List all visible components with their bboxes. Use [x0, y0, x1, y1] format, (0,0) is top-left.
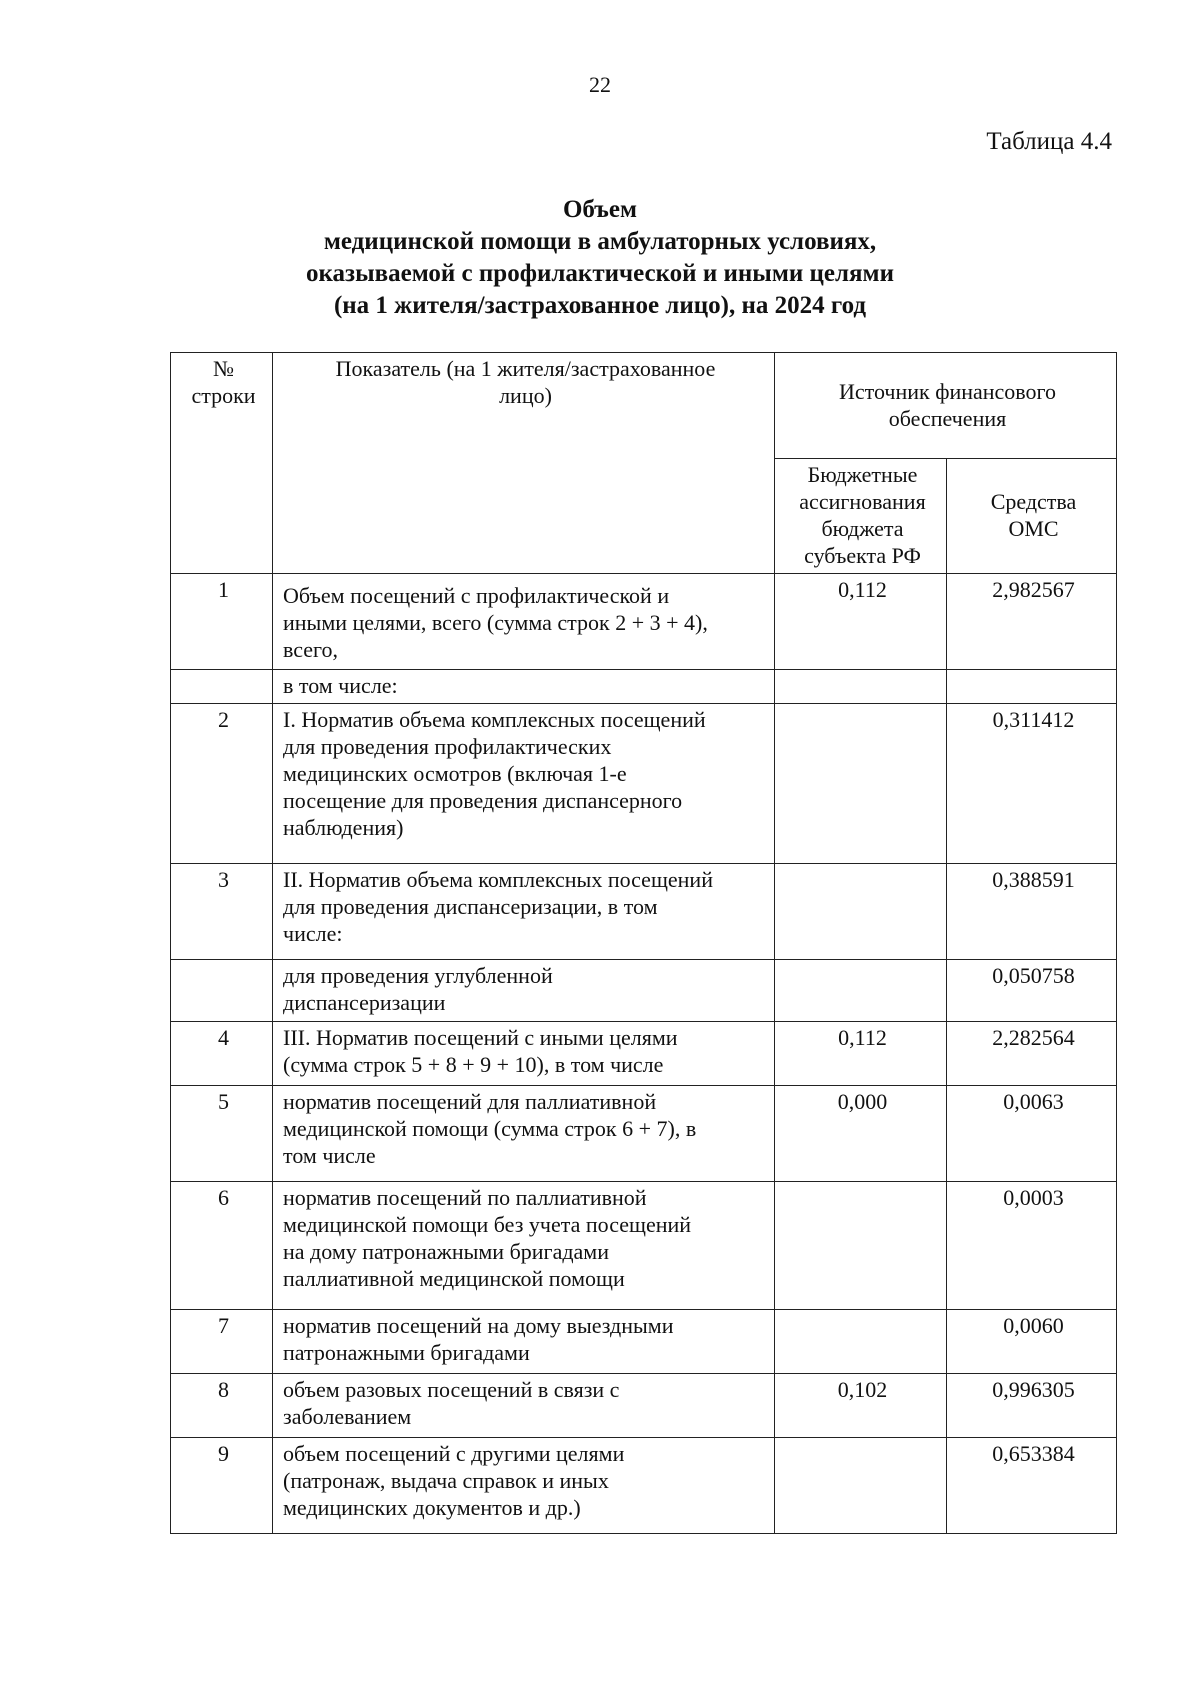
indicator-cell: в том числе:	[273, 670, 775, 704]
indicator-cell: III. Норматив посещений с иными целями (сумма строк 5 + 8 + 9 + 10), в том числе	[273, 1022, 775, 1086]
table-label: Таблица 4.4	[986, 128, 1112, 155]
oms-value-cell: 0,050758	[947, 960, 1117, 1022]
oms-value-cell: 0,996305	[947, 1374, 1117, 1438]
budget-value-cell: 0,112	[775, 574, 947, 670]
table-row	[171, 1438, 1117, 1534]
table-row	[171, 574, 1117, 670]
budget-value-cell	[775, 864, 947, 960]
title-line: (на 1 жителя/застрахованное лицо), на 2024 год	[333, 292, 867, 319]
title-line: Объем	[562, 196, 638, 223]
table-row	[171, 704, 1117, 864]
indicator-cell: объем разовых посещений в связи с заболеванием	[273, 1374, 775, 1438]
row-number-cell: 7	[171, 1310, 273, 1374]
document-title	[0, 194, 1200, 322]
budget-value-cell	[775, 1310, 947, 1374]
oms-value-cell: 0,388591	[947, 864, 1117, 960]
row-number-cell: 9	[171, 1438, 273, 1534]
volume-table	[170, 352, 1117, 1534]
oms-value-cell: 0,311412	[947, 704, 1117, 864]
header-indicator: Показатель (на 1 жителя/застрахованное лицо)	[273, 353, 775, 574]
indicator-cell: норматив посещений на дому выездными патронажными бригадами	[273, 1310, 775, 1374]
title-line: оказываемой с профилактической и иными целями	[306, 260, 894, 287]
row-number-cell: 3	[171, 864, 273, 960]
budget-value-cell: 0,000	[775, 1086, 947, 1182]
row-number-cell	[171, 960, 273, 1022]
header-row-number: № строки	[171, 353, 273, 574]
indicator-cell: норматив посещений для паллиативной медицинской помощи (сумма строк 6 + 7), в том числе	[273, 1086, 775, 1182]
indicator-cell: для проведения углубленной диспансеризации	[273, 960, 775, 1022]
oms-value-cell: 0,0063	[947, 1086, 1117, 1182]
budget-value-cell	[775, 670, 947, 704]
row-number-cell: 5	[171, 1086, 273, 1182]
oms-value-cell: 2,982567	[947, 574, 1117, 670]
budget-value-cell	[775, 960, 947, 1022]
indicator-cell: норматив посещений по паллиативной медицинской помощи без учета посещений на дому патронажными бригадами паллиативной медицинской помощи	[273, 1182, 775, 1310]
table-row	[171, 1182, 1117, 1310]
indicator-cell: II. Норматив объема комплексных посещений для проведения диспансеризации, в том числе:	[273, 864, 775, 960]
indicator-cell: I. Норматив объема комплексных посещений для проведения профилактических медицинских осмотров (включая 1-е посещение для проведения диспансерного наблюдения)	[273, 704, 775, 864]
table-row	[171, 1374, 1117, 1438]
table-row	[171, 1022, 1117, 1086]
oms-value-cell	[947, 670, 1117, 704]
table-row	[171, 960, 1117, 1022]
header-budget: Бюджетные ассигнования бюджета субъекта РФ	[775, 459, 947, 574]
row-number-cell	[171, 670, 273, 704]
budget-value-cell	[775, 1438, 947, 1534]
row-number-cell: 2	[171, 704, 273, 864]
page-number: 22	[589, 72, 611, 97]
title-line: медицинской помощи в амбулаторных условиях,	[323, 228, 877, 255]
header-oms: Средства ОМС	[947, 459, 1117, 574]
oms-value-cell: 2,282564	[947, 1022, 1117, 1086]
row-number-cell: 8	[171, 1374, 273, 1438]
oms-value-cell: 0,0060	[947, 1310, 1117, 1374]
budget-value-cell: 0,112	[775, 1022, 947, 1086]
budget-value-cell	[775, 704, 947, 864]
oms-value-cell: 0,653384	[947, 1438, 1117, 1534]
header-funding-source: Источник финансового обеспечения	[775, 353, 1117, 459]
oms-value-cell: 0,0003	[947, 1182, 1117, 1310]
table-row	[171, 864, 1117, 960]
budget-value-cell: 0,102	[775, 1374, 947, 1438]
table-row	[171, 1310, 1117, 1374]
table-row	[171, 670, 1117, 704]
row-number-cell: 4	[171, 1022, 273, 1086]
indicator-cell: объем посещений с другими целями (патронаж, выдача справок и иных медицинских документов и др.)	[273, 1438, 775, 1534]
budget-value-cell	[775, 1182, 947, 1310]
indicator-cell: Объем посещений с профилактической и иными целями, всего (сумма строк 2 + 3 + 4), всего,	[273, 574, 775, 670]
row-number-cell: 1	[171, 574, 273, 670]
table-row	[171, 1086, 1117, 1182]
row-number-cell: 6	[171, 1182, 273, 1310]
